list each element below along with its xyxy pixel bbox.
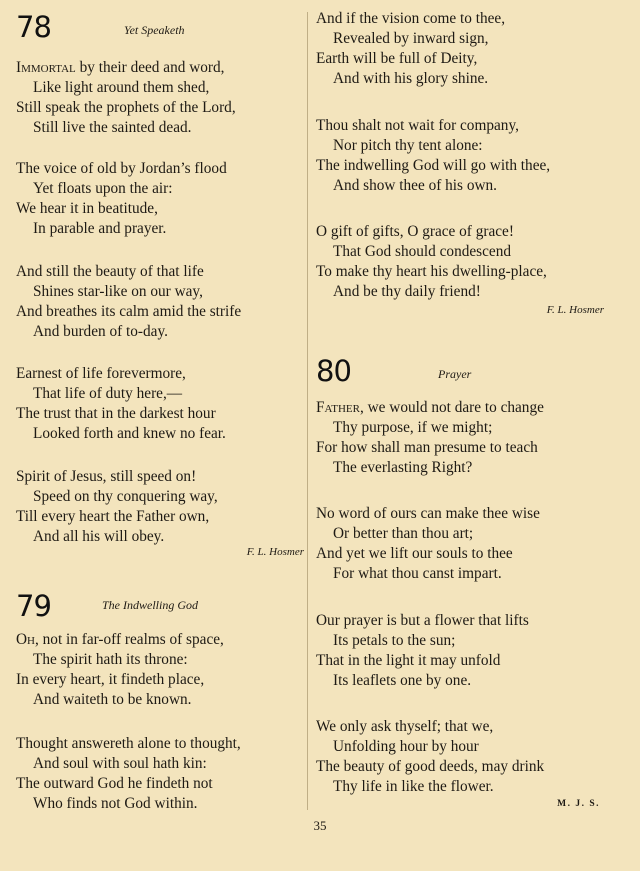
hymn-79-stanza-1 — [16, 630, 306, 710]
verse-line: In every heart, it findeth place, — [16, 671, 205, 688]
verse-line: Our prayer is but a flower that lifts — [316, 612, 529, 629]
verse-line: Thy purpose, if we might; — [333, 419, 493, 436]
hymn-79-stanza-2 — [16, 734, 306, 814]
verse-line: For how shall man presume to teach — [316, 439, 538, 456]
verse-line: Its leaflets one by one. — [333, 672, 472, 689]
first-word: Immortal — [16, 59, 76, 76]
verse-line: Oh, not in far-off realms of space, — [16, 631, 224, 648]
verse-line: And be thy daily friend! — [333, 283, 481, 300]
hymn-79-stanza-4 — [316, 116, 608, 196]
verse-line: And still the beauty of that life — [16, 263, 204, 280]
hymn-79-header — [16, 589, 306, 629]
verse-line: We hear it in beatitude, — [16, 200, 158, 217]
verse-line: Still speak the prophets of the Lord, — [16, 99, 236, 116]
hymn-79-author: F. L. Hosmer — [546, 304, 604, 316]
hymn-80-stanza-2 — [316, 504, 608, 584]
verse-line: And if the vision come to thee, — [316, 10, 506, 27]
hymn-78-author: F. L. Hosmer — [246, 546, 304, 558]
verse-line: The outward God he findeth not — [16, 775, 213, 792]
verse-line: And show thee of his own. — [333, 177, 498, 194]
verse-line: Yet floats upon the air: — [33, 180, 173, 197]
hymn-title: Yet Speaketh — [124, 23, 185, 37]
verse-line: And waiteth to be known. — [33, 691, 192, 708]
verse-line: Its petals to the sun; — [333, 632, 456, 649]
verse-line: To make thy heart his dwelling-place, — [316, 263, 547, 280]
verse-line: Who finds not God within. — [33, 795, 198, 812]
verse-line: Shines star-like on our way, — [33, 283, 203, 300]
hymn-79-stanza-5 — [316, 222, 608, 302]
hymn-80-stanza-3 — [316, 611, 608, 691]
hymn-79-stanza-3 — [316, 9, 608, 89]
first-word: Oh, — [16, 631, 39, 648]
verse-line: Nor pitch thy tent alone: — [333, 137, 483, 154]
verse-line: Thy life in like the flower. — [333, 778, 494, 795]
verse-line: The beauty of good deeds, may drink — [316, 758, 545, 775]
verse-line: We only ask thyself; that we, — [316, 718, 494, 735]
hymn-80-header — [316, 354, 608, 394]
verse-line: Immortal by their deed and word, — [16, 59, 225, 76]
hymn-78-header — [16, 10, 306, 50]
verse-line: Unfolding hour by hour — [333, 738, 479, 755]
verse-line: Thou shalt not wait for company, — [316, 117, 519, 134]
verse-line: Speed on thy conquering way, — [33, 488, 218, 505]
verse-line: The spirit hath its throne: — [33, 651, 188, 668]
page-number: 35 — [313, 818, 327, 833]
verse-line: The trust that in the darkest hour — [16, 405, 216, 422]
hymn-80-stanza-1 — [316, 398, 608, 478]
hymn-title: Prayer — [438, 367, 472, 381]
verse-line: The voice of old by Jordan’s flood — [16, 160, 227, 177]
verse-line: Earnest of life forevermore, — [16, 365, 186, 382]
verse-line: Till every heart the Father own, — [16, 508, 210, 525]
verse-line: The indwelling God will go with thee, — [316, 157, 551, 174]
verse-line: Thought answereth alone to thought, — [16, 735, 241, 752]
verse-line: That in the light it may unfold — [316, 652, 501, 669]
verse-line: And burden of to-day. — [33, 323, 168, 340]
verse-line: The everlasting Right? — [333, 459, 473, 476]
verse-line: Looked forth and knew no fear. — [33, 425, 226, 442]
hymn-80-stanza-4 — [316, 717, 608, 797]
verse-line: Father, we would not dare to change — [316, 399, 544, 416]
verse-line: That life of duty here,— — [33, 385, 183, 402]
verse-line: Spirit of Jesus, still speed on! — [16, 468, 197, 485]
hymn-78-stanza-2 — [16, 159, 306, 239]
verse-line: Like light around them shed, — [33, 79, 210, 96]
hymn-78-stanza-1 — [16, 58, 306, 138]
verse-line: Still live the sainted dead. — [33, 119, 192, 136]
verse-line: No word of ours can make thee wise — [316, 505, 540, 522]
verse-line: In parable and prayer. — [33, 220, 167, 237]
verse-line: And yet we lift our souls to thee — [316, 545, 513, 562]
verse-line: Or better than thou art; — [333, 525, 474, 542]
verse-line: And with his glory shine. — [333, 70, 489, 87]
verse-line: Revealed by inward sign, — [333, 30, 489, 47]
hymn-78-stanza-5 — [16, 467, 306, 547]
verse-line: And breathes its calm amid the strife — [16, 303, 242, 320]
hymn-title: The Indwelling God — [102, 598, 198, 612]
verse-line: O gift of gifts, O grace of grace! — [316, 223, 514, 240]
verse-line: And soul with soul hath kin: — [33, 755, 207, 772]
hymn-80-author: M. J. S. — [557, 799, 600, 809]
verse-line: For what thou canst impart. — [333, 565, 502, 582]
column-divider — [307, 12, 308, 810]
hymn-78-stanza-4 — [16, 364, 306, 444]
hymn-number: 80 — [316, 354, 351, 388]
verse-line: And all his will obey. — [33, 528, 165, 545]
hymn-number: 79 — [16, 589, 51, 623]
verse-line: That God should condescend — [333, 243, 511, 260]
verse-line: Earth will be full of Deity, — [316, 50, 478, 67]
hymn-78-stanza-3 — [16, 262, 306, 342]
first-word: Father, — [316, 399, 364, 416]
hymn-number: 78 — [16, 10, 51, 44]
